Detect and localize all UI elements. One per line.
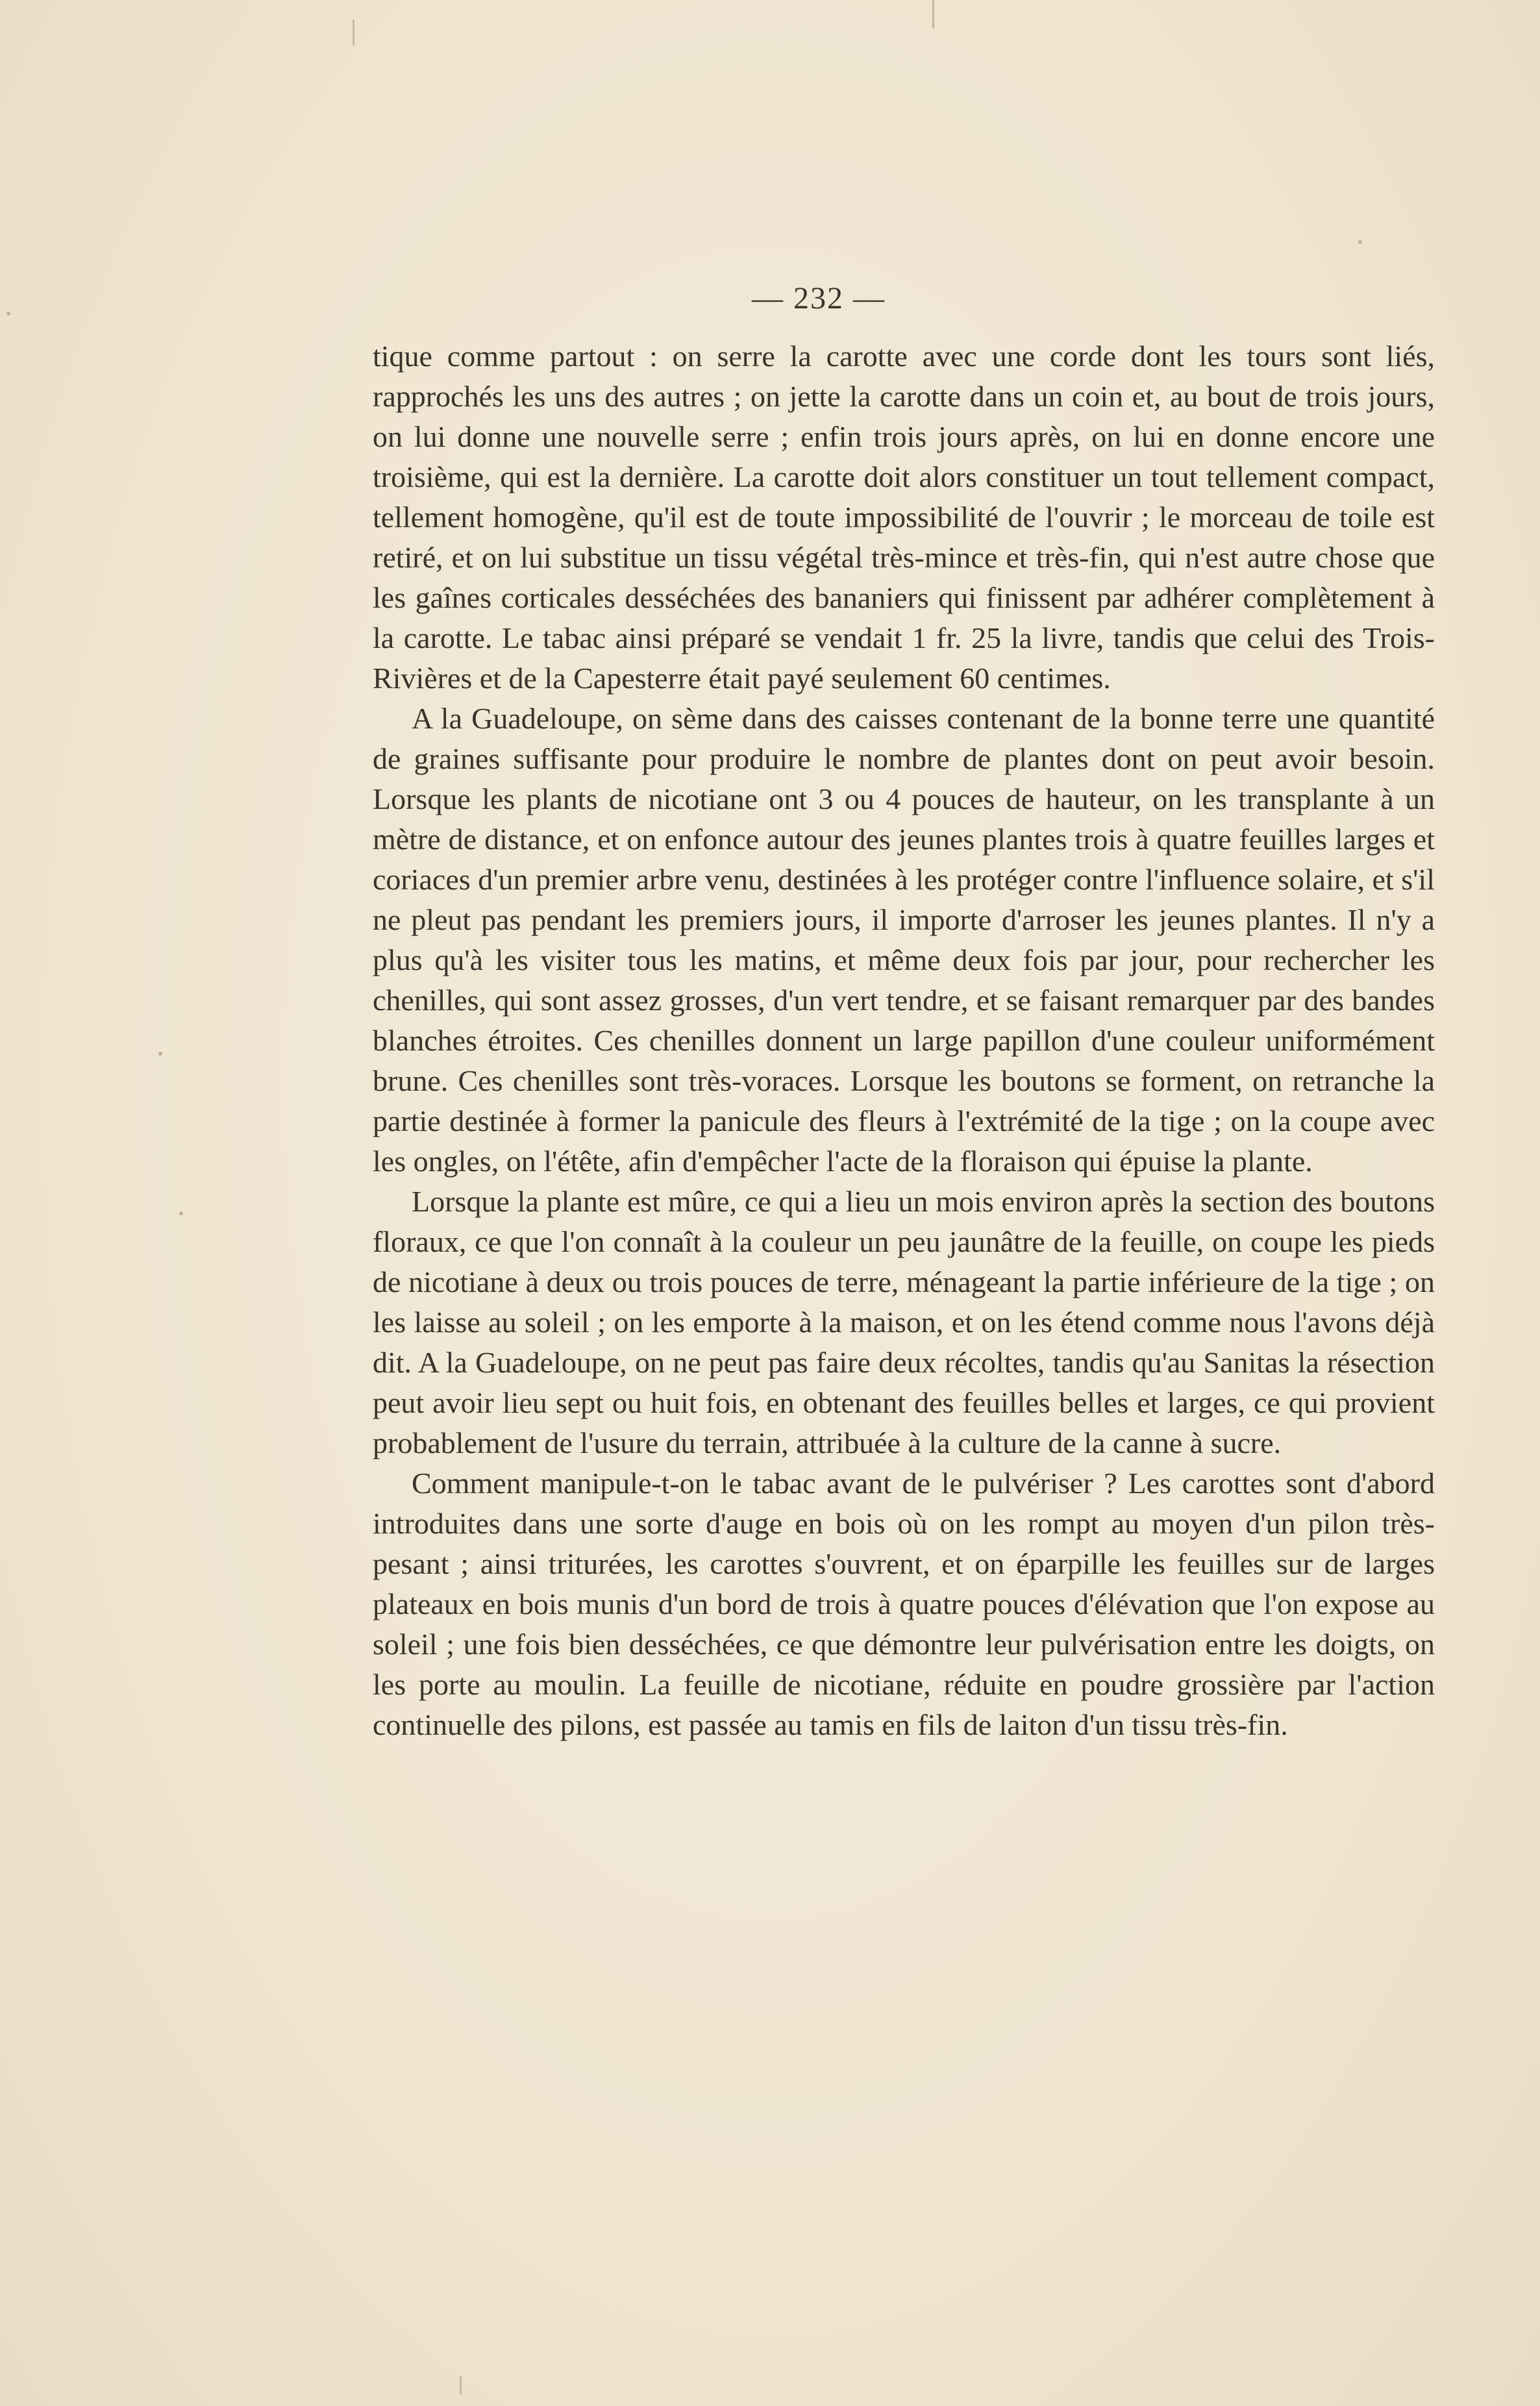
paragraph-2: A la Guadeloupe, on sème dans des caisses contenant de la bonne terre une quantité de graines suffisante pour produire le nombre de plantes dont on peut avoir besoin. Lorsque les plants de nicotiane ont 3 ou 4 pouces de hauteur, on les transplante à un mètre de distance, et on enfonce autour des jeunes plantes trois à quatre feuilles larges et coriaces d'un premier arbre venu, destinées à les protéger contre l'influence solaire, et s'il ne pleut pas pendant les premiers jours, il importe d'arroser les jeunes plantes. Il n'y a plus qu'à les visiter tous les matins, et même deux fois par jour, pour rechercher les chenilles, qui sont assez grosses, d'un vert tendre, et se faisant remarquer par des bandes blanches étroites. Ces chenilles donnent un large papillon d'une couleur uniformément brune. Ces chenilles sont très-voraces. Lorsque les boutons se forment, on retranche la partie destinée à former la panicule des fleurs à l'extrémité de la tige ; on la coupe avec les ongles, on l'étête, afin d'empêcher l'acte de la floraison qui épuise la plante. [373,702,1435,1178]
scan-mark [353,19,354,45]
scan-mark [460,2376,462,2394]
scan-speck [179,1211,183,1215]
scan-speck [158,1052,162,1056]
scan-speck [1358,240,1362,244]
page-number: — 232 — [752,281,886,316]
paragraph-1: tique comme partout : on serre la carotte avec une corde dont les tours sont liés, rapprochés les uns des autres ; on jette la carotte dans un coin et, au bout de trois jours, on lui donne une nouvelle serre ; enfin trois jours après, on lui en donne encore une troisième, qui est la dernière. La carotte doit alors constituer un tout tellement compact, tellement homogène, qu'il est de toute impossibilité de l'ouvrir ; le morceau de toile est retiré, et on lui substitue un tissu végétal très-mince et très-fin, qui n'est autre chose que les gaînes corticales desséchées des bananiers qui finissent par adhérer complètement à la carotte. Le tabac ainsi préparé se vendait 1 fr. 25 la livre, tandis que celui des Trois-Rivières et de la Capesterre était payé seulement 60 centimes. [373,340,1435,695]
paragraph-4: Comment manipule-t-on le tabac avant de le pulvériser ? Les carottes sont d'abord introduites dans une sorte d'auge en bois où on les rompt au moyen d'un pilon très-pesant ; ainsi triturées, les carottes s'ouvrent, et on éparpille les feuilles sur de larges plateaux en bois munis d'un bord de trois à quatre pouces d'élévation que l'on expose au soleil ; une fois bien desséchées, ce que démontre leur pulvérisation entre les doigts, on les porte au moulin. La feuille de nicotiane, réduite en poudre grossière par l'action continuelle des pilons, est passée au tamis en fils de laiton d'un tissu très-fin. [373,1467,1435,1741]
paragraph-3: Lorsque la plante est mûre, ce qui a lieu un mois environ après la section des boutons floraux, ce que l'on connaît à la couleur un peu jaunâtre de la feuille, on coupe les pieds de nicotiane à deux ou trois pouces de terre, ménageant la partie inférieure de la tige ; on les laisse au soleil ; on les emporte à la maison, et on les étend comme nous l'avons déjà dit. A la Guadeloupe, on ne peut pas faire deux récoltes, tandis qu'au Sanitas la résection peut avoir lieu sept ou huit fois, en obtenant des feuilles belles et larges, ce qui provient probablement de l'usure du terrain, attribuée à la culture de la canne à sucre. [373,1185,1435,1459]
body-text [373,336,1435,1745]
scan-mark [932,0,934,29]
